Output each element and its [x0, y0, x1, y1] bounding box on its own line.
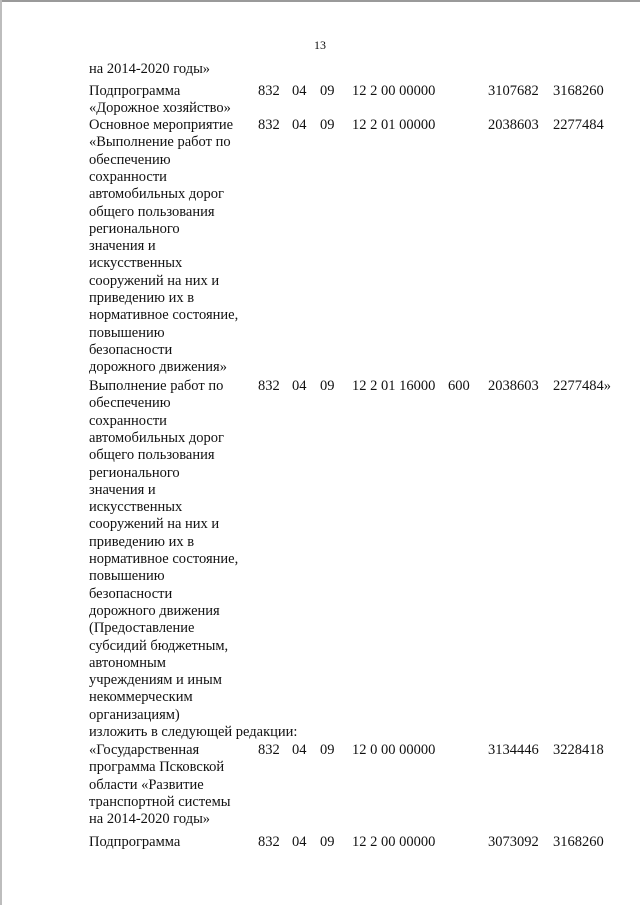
- row-name-line: значения и: [89, 238, 156, 255]
- amount-year-2: 2277484»: [553, 378, 611, 394]
- row-name-line: Основное мероприятие: [89, 117, 234, 133]
- row-name-line: повышению: [89, 568, 165, 585]
- section-code: 04: [292, 834, 307, 850]
- row-name-line: значения и: [89, 481, 156, 498]
- subsection-code: 09: [320, 834, 335, 850]
- amount-year-1: 2038603: [488, 378, 539, 394]
- ministry-code: 832: [258, 83, 280, 99]
- target-article-code: 12 2 00 00000: [352, 834, 436, 850]
- amount-year-1: 3073092: [488, 834, 539, 850]
- amount-year-1: 3134446: [488, 742, 539, 758]
- row-name-line: Выполнение работ по: [89, 378, 224, 394]
- expense-type-code: 600: [448, 378, 470, 394]
- row-name-line: приведению их в: [89, 290, 195, 306]
- row-name-line: повышению: [89, 324, 165, 341]
- row-name-line: нормативное состояние,: [89, 307, 239, 324]
- amount-year-2: 2277484: [553, 117, 604, 133]
- amount-year-2: 3168260: [553, 834, 604, 850]
- row-name-line: безопасности: [89, 585, 173, 602]
- section-code: 04: [292, 742, 307, 758]
- row-name-line: сохранности: [89, 412, 167, 429]
- amount-year-2: 3168260: [553, 83, 604, 99]
- subsection-code: 09: [320, 83, 335, 99]
- row-name-line: регионального: [89, 464, 180, 481]
- row-name-line: искусственных: [89, 499, 183, 516]
- row-name-line: «Государственная: [89, 742, 200, 758]
- amount-year-2: 3228418: [553, 742, 604, 758]
- target-article-code: 12 2 00 00000: [352, 83, 436, 99]
- ministry-code: 832: [258, 378, 280, 394]
- row-name-line: сооружений на них и: [89, 272, 220, 289]
- row-name-line: обеспечению: [89, 151, 171, 168]
- row-name-line: нормативное состояние,: [89, 551, 239, 567]
- row-name-line: сохранности: [89, 168, 167, 185]
- row-name-line: организациям): [89, 706, 180, 723]
- subsection-code: 09: [320, 742, 335, 758]
- row-name-line: транспортной системы: [89, 793, 231, 810]
- target-article-code: 12 2 01 16000: [352, 378, 436, 394]
- row-name-line: общего пользования: [89, 447, 215, 464]
- row-name-line: обеспечению: [89, 395, 171, 412]
- subsection-code: 09: [320, 117, 335, 133]
- row-name-line: Подпрограмма: [89, 83, 181, 99]
- row-name-line: сооружений на них и: [89, 516, 220, 533]
- page-number: 13: [314, 38, 326, 52]
- row-name-line: на 2014-2020 годы»: [89, 811, 211, 828]
- ministry-code: 832: [258, 742, 280, 758]
- row-name-line: общего пользования: [89, 203, 215, 220]
- amount-year-1: 2038603: [488, 117, 539, 133]
- row-name-line: Подпрограмма: [89, 834, 181, 850]
- row-name-line: безопасности: [89, 341, 173, 358]
- amount-year-1: 3107682: [488, 83, 539, 99]
- row-name-line: автономным: [89, 654, 166, 671]
- row-name-line: автомобильных дорог: [89, 186, 224, 203]
- scan-edge-top: [0, 0, 640, 2]
- row-name-line: дорожного движения»: [89, 359, 227, 376]
- row-name-line: изложить в следующей редакции:: [89, 724, 298, 740]
- section-code: 04: [292, 83, 307, 99]
- row-name-line: искусственных: [89, 255, 183, 272]
- row-name-line: на 2014-2020 годы»: [89, 61, 211, 77]
- ministry-code: 832: [258, 834, 280, 850]
- target-article-code: 12 2 01 00000: [352, 117, 436, 133]
- ministry-code: 832: [258, 117, 280, 133]
- row-name-line: дорожного движения: [89, 602, 220, 619]
- row-name-line: субсидий бюджетным,: [89, 637, 229, 654]
- row-name-line: (Предоставление: [89, 620, 195, 637]
- row-name-line: программа Псковской: [89, 759, 225, 776]
- subsection-code: 09: [320, 378, 335, 394]
- row-name-line: регионального: [89, 220, 180, 237]
- section-code: 04: [292, 117, 307, 133]
- row-name-line: «Дорожное хозяйство»: [89, 100, 231, 117]
- row-name-line: учреждениям и иным: [89, 672, 222, 689]
- row-name-line: некоммерческим: [89, 689, 193, 706]
- row-name-line: «Выполнение работ по: [89, 134, 231, 151]
- row-name-line: приведению их в: [89, 533, 195, 550]
- row-name-line: автомобильных дорог: [89, 429, 224, 446]
- scan-edge-left: [0, 0, 2, 905]
- row-name-line: области «Развитие: [89, 776, 204, 793]
- section-code: 04: [292, 378, 307, 394]
- target-article-code: 12 0 00 00000: [352, 742, 436, 758]
